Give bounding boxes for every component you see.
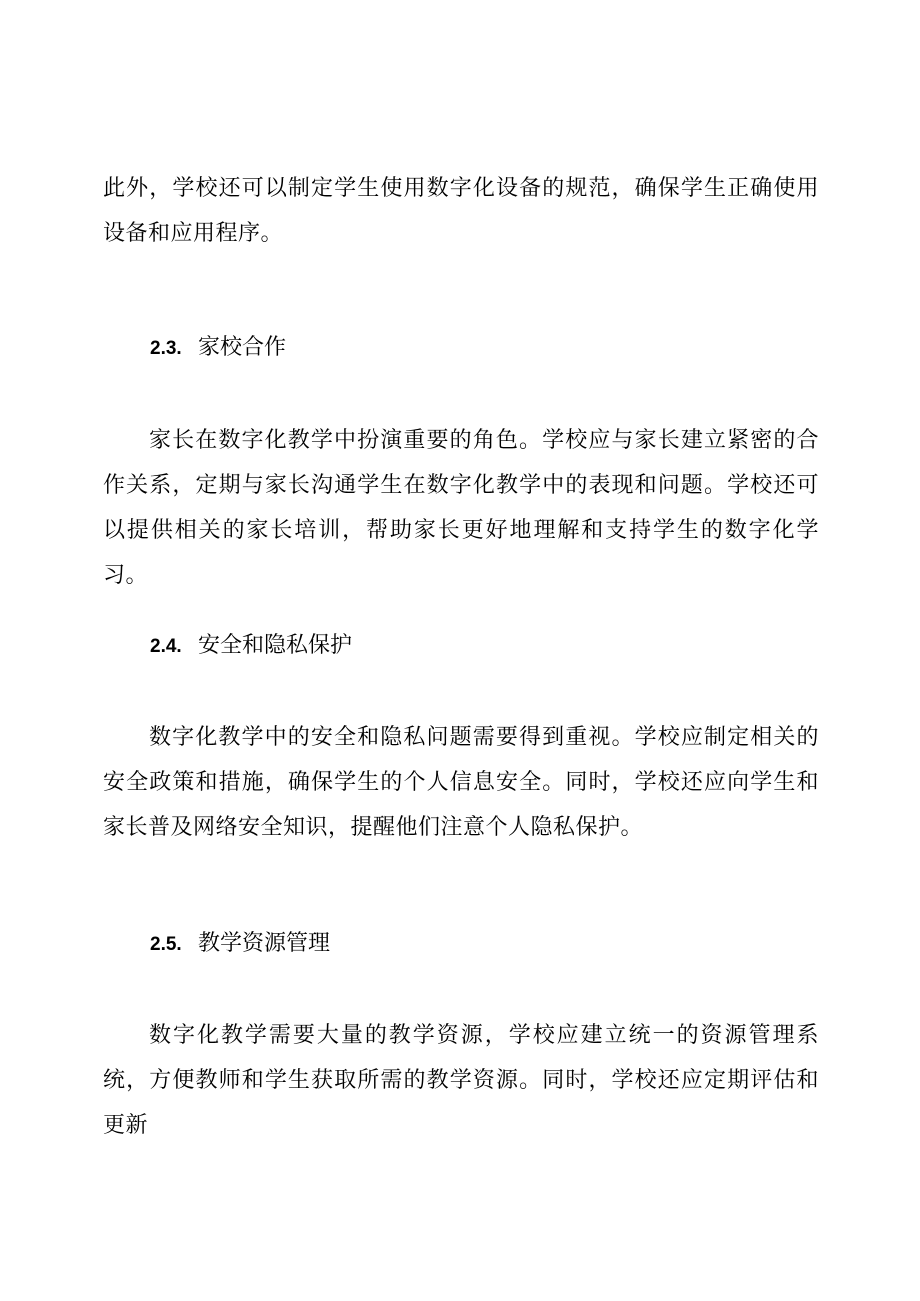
section-heading-security-privacy [150, 631, 352, 662]
section-number: 2.4. [150, 636, 182, 657]
section-title: 教学资源管理 [198, 931, 331, 956]
paragraph-security-privacy: 数字化教学中的安全和隐私问题需要得到重视。学校应制定相关的安全政策和措施，确保学生的个人信息安全。同时，学校还应向学生和家长普及网络安全知识，提醒他们注意个人隐私保护。 [103, 725, 819, 840]
paragraph-device-rules: 此外，学校还可以制定学生使用数字化设备的规范，确保学生正确使用设备和应用程序。 [103, 176, 819, 246]
paragraph-teaching-resources: 数字化教学需要大量的教学资源，学校应建立统一的资源管理系统，方便教师和学生获取所需的教学资源。同时，学校还应定期评估和更新 [103, 1023, 819, 1138]
paragraph-home-school-cooperation: 家长在数字化教学中扮演重要的角色。学校应与家长建立紧密的合作关系，定期与家长沟通学生在数字化教学中的表现和问题。学校还可以提供相关的家长培训，帮助家长更好地理解和支持学生的数字化学习。 [103, 428, 819, 588]
section-title: 安全和隐私保护 [198, 633, 353, 658]
section-number: 2.5. [150, 934, 182, 955]
section-number: 2.3. [150, 338, 182, 359]
section-heading-home-school-cooperation [150, 333, 286, 364]
section-title: 家校合作 [198, 335, 287, 360]
section-heading-teaching-resources [150, 929, 330, 960]
